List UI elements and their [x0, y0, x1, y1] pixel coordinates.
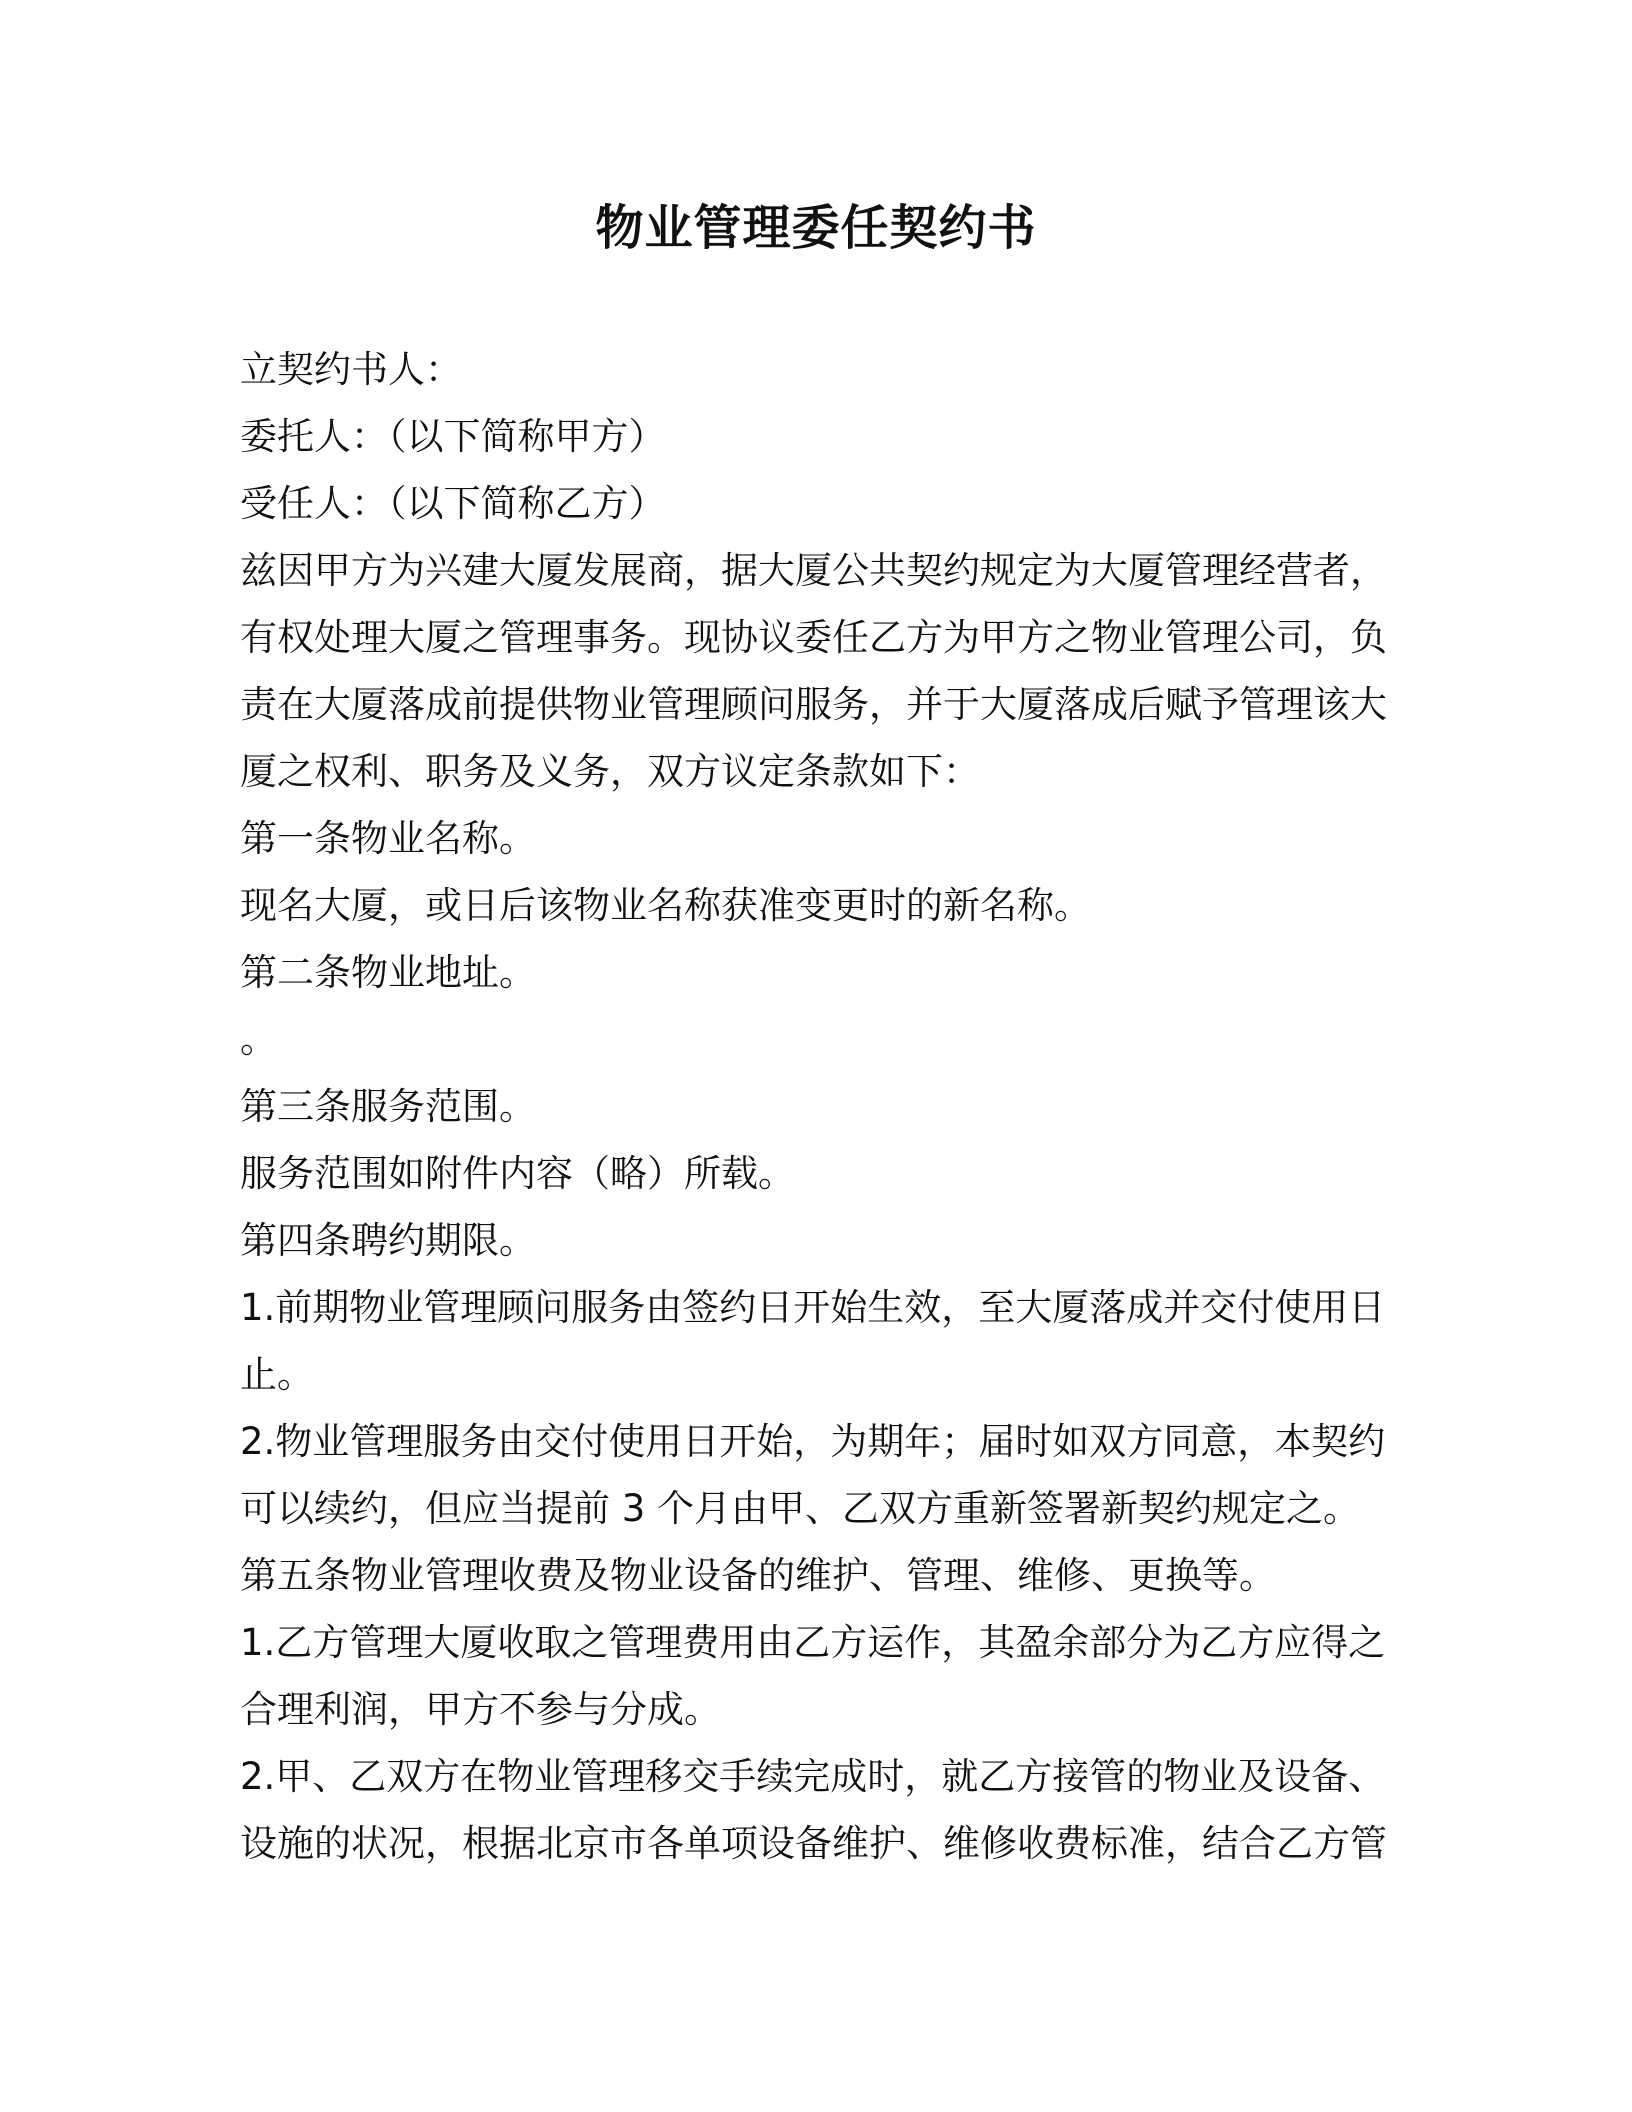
- article-heading: 第一条物业名称。: [240, 817, 536, 860]
- text-line: 止。: [240, 1353, 314, 1396]
- article-heading: 第四条聘约期限。: [240, 1219, 536, 1262]
- text-line: 委托人：（以下简称甲方）: [240, 415, 666, 458]
- text-line: 1.前期物业管理顾问服务由签约日开始生效，至大厦落成并交付使用日: [240, 1286, 1386, 1329]
- document-body: [240, 336, 1392, 1877]
- text-line: 责在大厦落成前提供物业管理顾问服务，并于大厦落成后赋予管理该大: [240, 683, 1387, 726]
- text-line: 立契约书人：: [240, 348, 462, 391]
- text-line: 可以续约，但应当提前 3 个月由甲、乙双方重新签署新契约规定之。: [240, 1487, 1361, 1530]
- article-heading: 第二条物业地址。: [240, 951, 536, 994]
- text-line: 。: [240, 1018, 277, 1061]
- text-line: 有权处理大厦之管理事务。现协议委任乙方为甲方之物业管理公司，负: [240, 616, 1387, 659]
- text-line: 受任人：（以下简称乙方）: [240, 482, 666, 525]
- document-title: 物业管理委任契约书: [595, 200, 1037, 256]
- text-line: 厦之权利、职务及义务，双方议定条款如下：: [240, 750, 980, 793]
- article-heading: 第五条物业管理收费及物业设备的维护、管理、维修、更换等。: [240, 1554, 1276, 1597]
- text-line: 1.乙方管理大厦收取之管理费用由乙方运作，其盈余部分为乙方应得之: [240, 1621, 1386, 1664]
- text-line: 设施的状况，根据北京市各单项设备维护、维修收费标准，结合乙方管: [240, 1822, 1387, 1865]
- text-line: 服务范围如附件内容（略）所载。: [240, 1152, 795, 1195]
- text-line: 现名大厦，或日后该物业名称获准变更时的新名称。: [240, 884, 1091, 927]
- text-line: 合理利润，甲方不参与分成。: [240, 1688, 721, 1731]
- text-line: 兹因甲方为兴建大厦发展商，据大厦公共契约规定为大厦管理经营者，: [240, 549, 1387, 592]
- text-line: 2.甲、乙双方在物业管理移交手续完成时，就乙方接管的物业及设备、: [240, 1755, 1386, 1798]
- text-line: 2.物业管理服务由交付使用日开始，为期年；届时如双方同意，本契约: [240, 1420, 1386, 1463]
- article-heading: 第三条服务范围。: [240, 1085, 536, 1128]
